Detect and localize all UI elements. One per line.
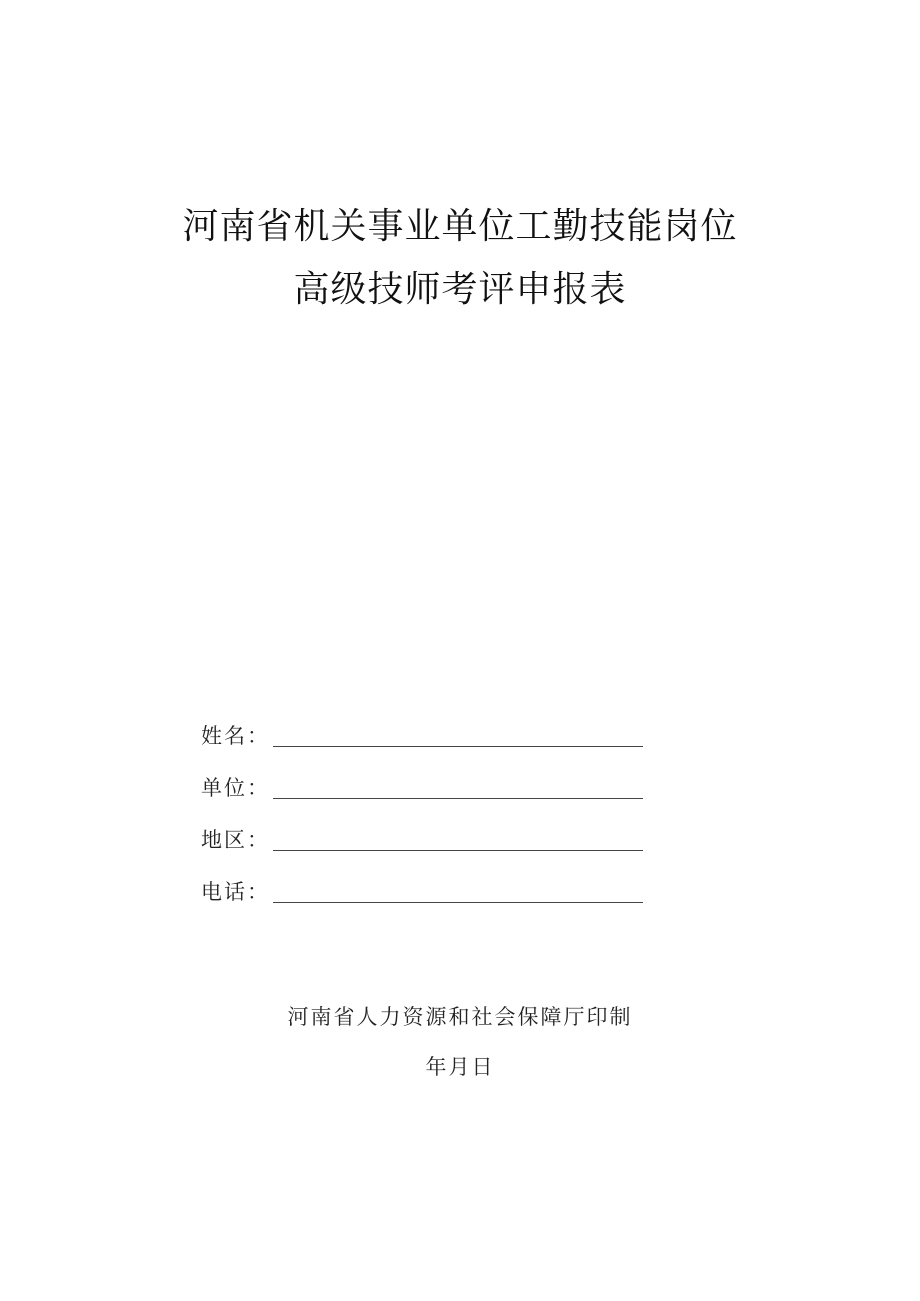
phone-label: 电话： [201,880,270,904]
region-label: 地区： [201,828,270,852]
form-row-unit [201,774,651,804]
unit-field-line[interactable] [273,798,643,799]
region-field-line[interactable] [273,850,643,851]
name-label: 姓名： [201,724,270,748]
document-title-line-1: 河南省机关事业单位工勤技能岗位 [182,206,738,247]
unit-label: 单位： [201,776,270,800]
form-row-phone [201,878,651,908]
form-row-name [201,722,651,752]
form-row-region [201,826,651,856]
document-title-line-2: 高级技师考评申报表 [293,269,627,310]
issuer-text: 河南省人力资源和社会保障厅印制 [287,1005,633,1029]
date-text: 年月日 [425,1055,495,1079]
phone-field-line[interactable] [273,902,643,903]
name-field-line[interactable] [273,746,643,747]
